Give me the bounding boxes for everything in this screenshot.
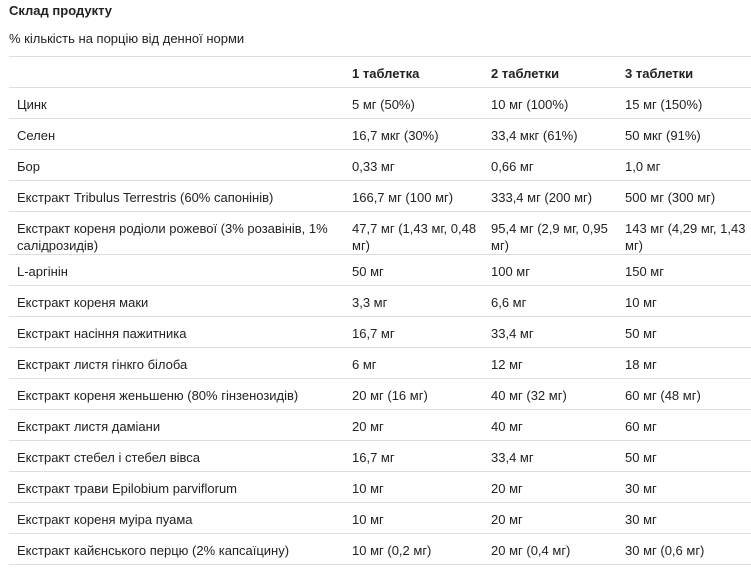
header-2-tablets: 2 таблетки [483,57,617,88]
dose-3-tablets: 30 мг [617,503,751,534]
table-row [9,348,751,379]
table-row [9,534,751,565]
dose-1-tablet: 16,7 мг [344,441,483,472]
table-row [9,181,751,212]
dose-3-tablets: 60 мг (48 мг) [617,379,751,410]
header-ingredient [9,57,344,88]
dose-2-tablets: 12 мг [483,348,617,379]
dose-1-tablet: 20 мг [344,410,483,441]
dose-1-tablet: 10 мг [344,503,483,534]
table-row [9,441,751,472]
ingredient-name: Екстракт кайєнського перцю (2% капсаїцину) [9,534,344,565]
table-row [9,379,751,410]
dose-2-tablets: 20 мг (0,4 мг) [483,534,617,565]
section-subtitle: % кількість на порцію від денної норми [9,31,245,46]
dose-3-tablets: 10 мг [617,286,751,317]
dose-3-tablets: 60 мг [617,410,751,441]
header-3-tablets: 3 таблетки [617,57,751,88]
ingredient-name: Екстракт трави Epilobium parviflorum [9,472,344,503]
dose-1-tablet: 3,3 мг [344,286,483,317]
dose-1-tablet: 50 мг [344,255,483,286]
dose-3-tablets: 18 мг [617,348,751,379]
table-row [9,472,751,503]
table-row [9,119,751,150]
dose-3-tablets: 50 мг [617,317,751,348]
ingredient-name: Екстракт листя гінкго білоба [9,348,344,379]
ingredient-name: Екстракт кореня маки [9,286,344,317]
ingredient-name: Екстракт листя даміани [9,410,344,441]
dose-2-tablets: 333,4 мг (200 мг) [483,181,617,212]
table-row [9,255,751,286]
dose-3-tablets: 150 мг [617,255,751,286]
dose-3-tablets: 30 мг (0,6 мг) [617,534,751,565]
dose-2-tablets: 100 мг [483,255,617,286]
ingredient-name: Екстракт кореня муіра пуама [9,503,344,534]
dose-3-tablets: 143 мг (4,29 мг, 1,43 мг) [617,212,751,255]
dose-1-tablet: 16,7 мг [344,317,483,348]
section-title: Склад продукту [9,3,113,18]
ingredient-name: Екстракт Tribulus Terrestris (60% сапонінів) [9,181,344,212]
ingredient-name: Екстракт насіння пажитника [9,317,344,348]
dose-2-tablets: 10 мг (100%) [483,88,617,119]
ingredient-name: Екстракт кореня родіоли рожевої (3% розавінів, 1% салідрозидів) [9,212,344,255]
dose-2-tablets: 20 мг [483,472,617,503]
table-row [9,88,751,119]
dose-1-tablet: 0,33 мг [344,150,483,181]
dose-2-tablets: 40 мг [483,410,617,441]
dose-2-tablets: 40 мг (32 мг) [483,379,617,410]
table-row [9,317,751,348]
dose-3-tablets: 30 мг [617,472,751,503]
dose-2-tablets: 20 мг [483,503,617,534]
ingredient-name: Екстракт кореня женьшеню (80% гінзенозидів) [9,379,344,410]
dose-3-tablets: 50 мг [617,441,751,472]
ingredient-name: Бор [9,150,344,181]
table-row [9,212,751,255]
ingredient-name: Селен [9,119,344,150]
table-row [9,286,751,317]
dose-1-tablet: 166,7 мг (100 мг) [344,181,483,212]
dose-3-tablets: 50 мкг (91%) [617,119,751,150]
dose-1-tablet: 10 мг [344,472,483,503]
dose-2-tablets: 0,66 мг [483,150,617,181]
dose-2-tablets: 6,6 мг [483,286,617,317]
table-header-row [9,57,751,88]
header-1-tablet: 1 таблетка [344,57,483,88]
table-row [9,410,751,441]
ingredient-name: Екстракт стебел і стебел вівса [9,441,344,472]
table-row [9,150,751,181]
ingredient-name: Цинк [9,88,344,119]
dose-3-tablets: 1,0 мг [617,150,751,181]
dose-2-tablets: 33,4 мкг (61%) [483,119,617,150]
dose-2-tablets: 33,4 мг [483,441,617,472]
dose-3-tablets: 500 мг (300 мг) [617,181,751,212]
dose-3-tablets: 15 мг (150%) [617,88,751,119]
dose-1-tablet: 10 мг (0,2 мг) [344,534,483,565]
dose-2-tablets: 95,4 мг (2,9 мг, 0,95 мг) [483,212,617,255]
dose-1-tablet: 47,7 мг (1,43 мг, 0,48 мг) [344,212,483,255]
ingredient-name: L-аргінін [9,255,344,286]
dose-2-tablets: 33,4 мг [483,317,617,348]
dose-1-tablet: 6 мг [344,348,483,379]
dose-1-tablet: 5 мг (50%) [344,88,483,119]
dose-1-tablet: 20 мг (16 мг) [344,379,483,410]
composition-table [9,56,751,565]
dose-1-tablet: 16,7 мкг (30%) [344,119,483,150]
table-row [9,503,751,534]
